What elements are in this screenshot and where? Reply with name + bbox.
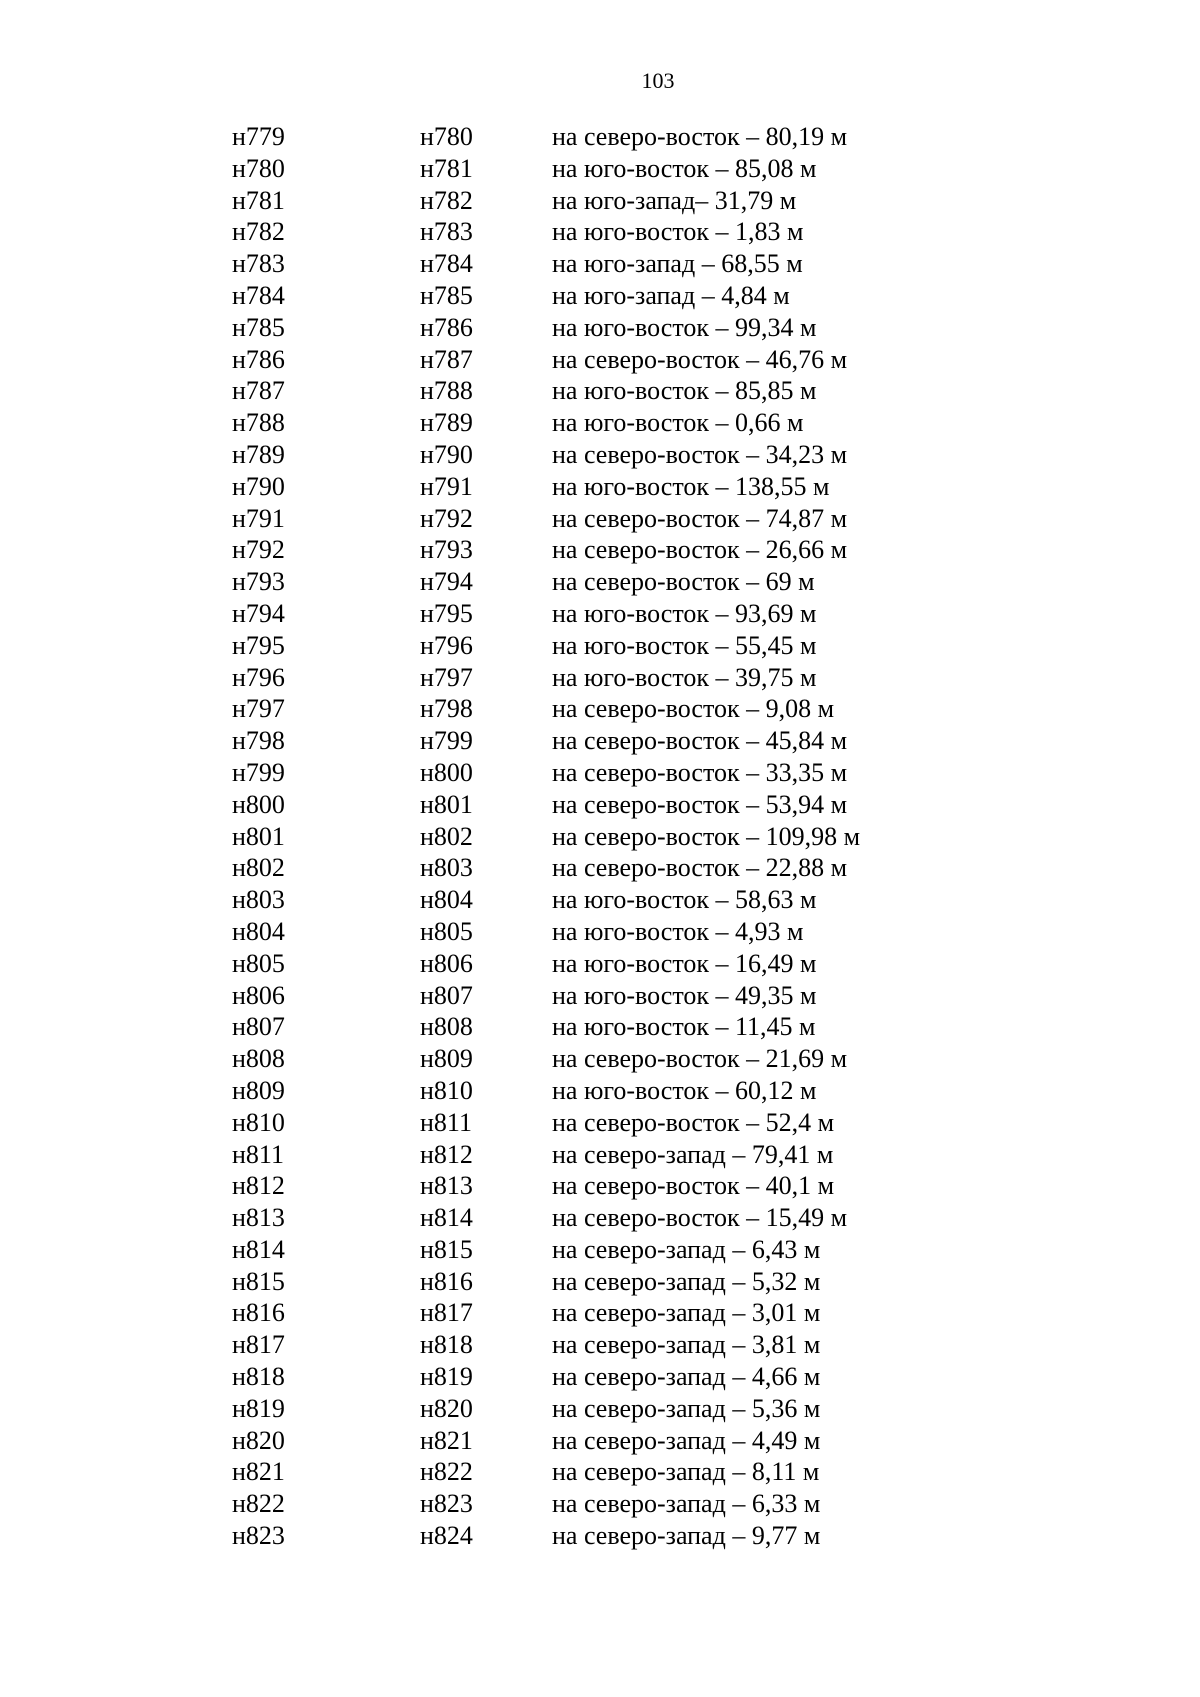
point-to: н822	[420, 1457, 473, 1487]
point-to: н814	[420, 1203, 473, 1233]
point-to: н792	[420, 503, 473, 533]
segment-description: на северо-запад – 9,77 м	[552, 1521, 821, 1551]
point-to: н803	[420, 853, 473, 883]
segment-description: на юго-запад– 31,79 м	[552, 185, 797, 215]
segment-description: на северо-запад – 4,66 м	[552, 1362, 821, 1392]
segment-description: на юго-восток – 85,85 м	[552, 376, 817, 406]
segment-description: на северо-восток – 21,69 м	[552, 1044, 848, 1074]
point-from: н794	[232, 598, 285, 628]
point-from: н808	[232, 1044, 285, 1074]
point-to: н824	[420, 1521, 473, 1551]
segment-description: на северо-запад – 5,36 м	[552, 1393, 821, 1423]
point-to: н801	[420, 789, 473, 819]
segment-description: на северо-запад – 6,33 м	[552, 1489, 821, 1519]
point-to: н786	[420, 312, 473, 342]
point-to: н813	[420, 1171, 473, 1201]
point-to: н797	[420, 662, 473, 692]
segment-description: на северо-восток – 22,88 м	[552, 853, 848, 883]
point-from: н821	[232, 1457, 285, 1487]
point-from: н815	[232, 1266, 285, 1296]
point-to: н791	[420, 471, 473, 501]
point-to: н806	[420, 948, 473, 978]
segment-description: на северо-запад – 79,41 м	[552, 1139, 834, 1169]
point-to: н817	[420, 1298, 473, 1328]
point-from: н816	[232, 1298, 285, 1328]
point-to: н816	[420, 1266, 473, 1296]
segment-description: на северо-запад – 6,43 м	[552, 1234, 821, 1264]
point-from: н802	[232, 853, 285, 883]
segment-description: на юго-запад – 68,55 м	[552, 249, 803, 279]
point-from: н807	[232, 1012, 285, 1042]
point-to: н815	[420, 1234, 473, 1264]
segment-description: на северо-восток – 15,49 м	[552, 1203, 848, 1233]
point-from: н823	[232, 1521, 285, 1551]
point-to: н823	[420, 1489, 473, 1519]
segment-description: на юго-восток – 138,55 м	[552, 471, 830, 501]
segment-description: на юго-восток – 4,93 м	[552, 916, 804, 946]
segment-description: на юго-восток – 1,83 м	[552, 217, 804, 247]
point-to: н810	[420, 1075, 473, 1105]
point-to: н785	[420, 280, 473, 310]
segment-description: на северо-восток – 69 м	[552, 567, 815, 597]
point-to: н808	[420, 1012, 473, 1042]
segment-description: на северо-запад – 3,81 м	[552, 1330, 821, 1360]
point-from: н780	[232, 153, 285, 183]
point-from: н783	[232, 249, 285, 279]
point-from: н785	[232, 312, 285, 342]
point-from: н790	[232, 471, 285, 501]
segment-description: на юго-восток – 55,45 м	[552, 630, 817, 660]
segment-description: на северо-восток – 53,94 м	[552, 789, 848, 819]
segment-description: на северо-восток – 40,1 м	[552, 1171, 835, 1201]
point-from: н782	[232, 217, 285, 247]
segment-description: на северо-запад – 3,01 м	[552, 1298, 821, 1328]
point-to: н820	[420, 1393, 473, 1423]
point-to: н812	[420, 1139, 473, 1169]
point-to: н793	[420, 535, 473, 565]
segment-description: на северо-восток – 26,66 м	[552, 535, 848, 565]
segment-description: на северо-восток – 9,08 м	[552, 694, 835, 724]
point-from: н796	[232, 662, 285, 692]
segment-description: на юго-восток – 93,69 м	[552, 598, 817, 628]
point-from: н820	[232, 1425, 285, 1455]
segment-description: на юго-восток – 39,75 м	[552, 662, 817, 692]
point-to: н782	[420, 185, 473, 215]
point-from: н819	[232, 1393, 285, 1423]
point-to: н784	[420, 249, 473, 279]
point-to: н807	[420, 980, 473, 1010]
segment-description: на юго-восток – 0,66 м	[552, 408, 804, 438]
point-to: н788	[420, 376, 473, 406]
segment-description: на северо-восток – 52,4 м	[552, 1107, 835, 1137]
point-from: н810	[232, 1107, 285, 1137]
point-to: н819	[420, 1362, 473, 1392]
segment-description: на северо-запад – 8,11 м	[552, 1457, 820, 1487]
point-to: н798	[420, 694, 473, 724]
point-to: н821	[420, 1425, 473, 1455]
point-from: н789	[232, 439, 285, 469]
point-from: н779	[232, 122, 285, 151]
segment-description: на северо-восток – 46,76 м	[552, 344, 848, 374]
point-from: н787	[232, 376, 285, 406]
point-from: н784	[232, 280, 285, 310]
segment-description: на юго-запад – 4,84 м	[552, 280, 790, 310]
point-from: н791	[232, 503, 285, 533]
point-to: н789	[420, 408, 473, 438]
segment-description: на северо-запад – 4,49 м	[552, 1425, 821, 1455]
segment-description: на северо-восток – 45,84 м	[552, 726, 848, 756]
point-to: н794	[420, 567, 473, 597]
point-from: н822	[232, 1489, 285, 1519]
point-to: н781	[420, 153, 473, 183]
segment-description: на юго-восток – 60,12 м	[552, 1075, 817, 1105]
segment-description: на юго-восток – 99,34 м	[552, 312, 817, 342]
point-from: н792	[232, 535, 285, 565]
point-to: н783	[420, 217, 473, 247]
point-to: н800	[420, 757, 473, 787]
point-from: н788	[232, 408, 285, 438]
point-to: н804	[420, 885, 473, 915]
point-from: н814	[232, 1234, 285, 1264]
point-from: н812	[232, 1171, 285, 1201]
point-from: н818	[232, 1362, 285, 1392]
point-from: н798	[232, 726, 285, 756]
point-from: н806	[232, 980, 285, 1010]
point-from: н811	[232, 1139, 284, 1169]
segment-description: на северо-восток – 74,87 м	[552, 503, 848, 533]
point-to: н799	[420, 726, 473, 756]
segment-description: на северо-восток – 33,35 м	[552, 757, 848, 787]
page-number: 103	[641, 68, 675, 93]
segment-description: на северо-восток – 80,19 м	[552, 122, 848, 151]
point-from: н813	[232, 1203, 285, 1233]
point-to: н796	[420, 630, 473, 660]
point-from: н817	[232, 1330, 285, 1360]
segment-description: на северо-запад – 5,32 м	[552, 1266, 821, 1296]
point-to: н795	[420, 598, 473, 628]
point-to: н780	[420, 122, 473, 151]
point-to: н805	[420, 916, 473, 946]
segment-description: на юго-восток – 16,49 м	[552, 948, 817, 978]
segment-description: на юго-восток – 85,08 м	[552, 153, 817, 183]
point-to: н818	[420, 1330, 473, 1360]
point-from: н804	[232, 916, 285, 946]
point-to: н811	[420, 1107, 472, 1137]
point-from: н797	[232, 694, 285, 724]
segment-description: на юго-восток – 49,35 м	[552, 980, 817, 1010]
point-from: н799	[232, 757, 285, 787]
point-from: н801	[232, 821, 285, 851]
point-from: н781	[232, 185, 285, 215]
point-from: н803	[232, 885, 285, 915]
segment-description: на северо-восток – 34,23 м	[552, 439, 848, 469]
point-from: н809	[232, 1075, 285, 1105]
segment-description: на юго-восток – 11,45 м	[552, 1012, 816, 1042]
point-from: н795	[232, 630, 285, 660]
point-to: н809	[420, 1044, 473, 1074]
segment-description: на юго-восток – 58,63 м	[552, 885, 817, 915]
point-from: н805	[232, 948, 285, 978]
point-to: н790	[420, 439, 473, 469]
point-from: н800	[232, 789, 285, 819]
point-from: н793	[232, 567, 285, 597]
point-to: н787	[420, 344, 473, 374]
point-from: н786	[232, 344, 285, 374]
point-to: н802	[420, 821, 473, 851]
segment-description: на северо-восток – 109,98 м	[552, 821, 861, 851]
